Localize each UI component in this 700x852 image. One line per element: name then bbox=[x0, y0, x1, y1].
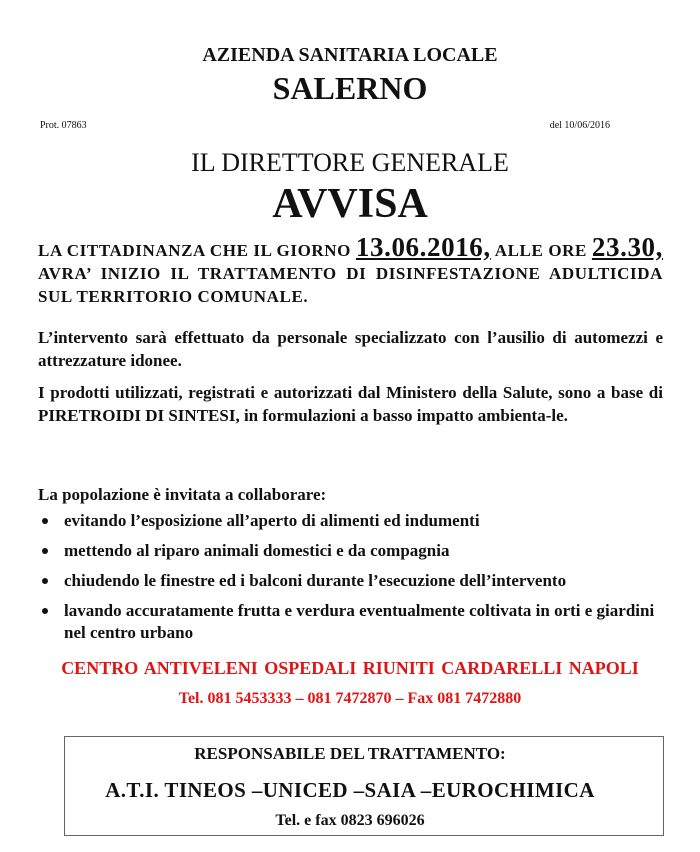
notice-paragraph-1 bbox=[38, 232, 663, 308]
document-date: del 10/06/2016 bbox=[549, 120, 610, 131]
collaboration-intro: La popolazione è invitata a collaborare: bbox=[38, 485, 327, 504]
responsible-contact: Tel. e fax 0823 696026 bbox=[275, 812, 425, 829]
notice-text-a: LA CITTADINANZA CHE IL GIORNO bbox=[38, 241, 356, 260]
city-name: SALERNO bbox=[272, 70, 428, 106]
recommendations-list bbox=[38, 510, 666, 652]
bullet-icon bbox=[42, 548, 48, 554]
responsible-company: A.T.I. TINEOS –UNICED –SAIA –EUROCHIMICA bbox=[105, 778, 595, 802]
bullet-icon bbox=[42, 608, 48, 614]
bullet-icon bbox=[42, 578, 48, 584]
notice-text-b: ALLE ORE bbox=[490, 241, 592, 260]
organization-name: AZIENDA SANITARIA LOCALE bbox=[202, 44, 498, 66]
treatment-date: 13.06.2016, bbox=[355, 232, 491, 262]
bullet-icon bbox=[42, 518, 48, 524]
poison-center-name: CENTRO ANTIVELENI OSPEDALI RIUNITI CARDARELLI NAPOLI bbox=[61, 658, 639, 678]
treatment-time: 23.30, bbox=[591, 232, 663, 262]
list-item: evitando l’esposizione all’aperto di alimenti ed indumenti bbox=[38, 510, 666, 532]
list-item: chiudendo le finestre ed i balconi durante l’esecuzione dell’intervento bbox=[38, 570, 666, 592]
avvisa-heading: AVVISA bbox=[272, 181, 428, 227]
list-item: lavando accuratamente frutta e verdura eventualmente coltivata in orti e giardini nel centro urbano bbox=[38, 600, 666, 644]
notice-paragraph-2: L’intervento sarà effettuato da personale specializzato con l’ausilio di automezzi e attrezzature idonee. bbox=[38, 328, 663, 370]
notice-paragraph-3: I prodotti utilizzati, registrati e autorizzati dal Ministero della Salute, sono a base di PIRETROIDI DI SINTESI, in formulazioni a basso impatto ambienta-le. bbox=[38, 383, 663, 425]
protocol-number: Prot. 07863 bbox=[40, 120, 87, 131]
poison-center-phones: Tel. 081 5453333 – 081 7472870 – Fax 081 7472880 bbox=[178, 690, 522, 707]
responsible-label: RESPONSABILE DEL TRATTAMENTO: bbox=[194, 744, 506, 763]
notice-text-c: AVRA’ INIZIO IL TRATTAMENTO DI DISINFESTAZIONE ADULTICIDA SUL TERRITORIO COMUNALE. bbox=[38, 264, 663, 306]
list-item: mettendo al riparo animali domestici e da compagnia bbox=[38, 540, 666, 562]
director-title: IL DIRETTORE GENERALE bbox=[191, 148, 509, 177]
